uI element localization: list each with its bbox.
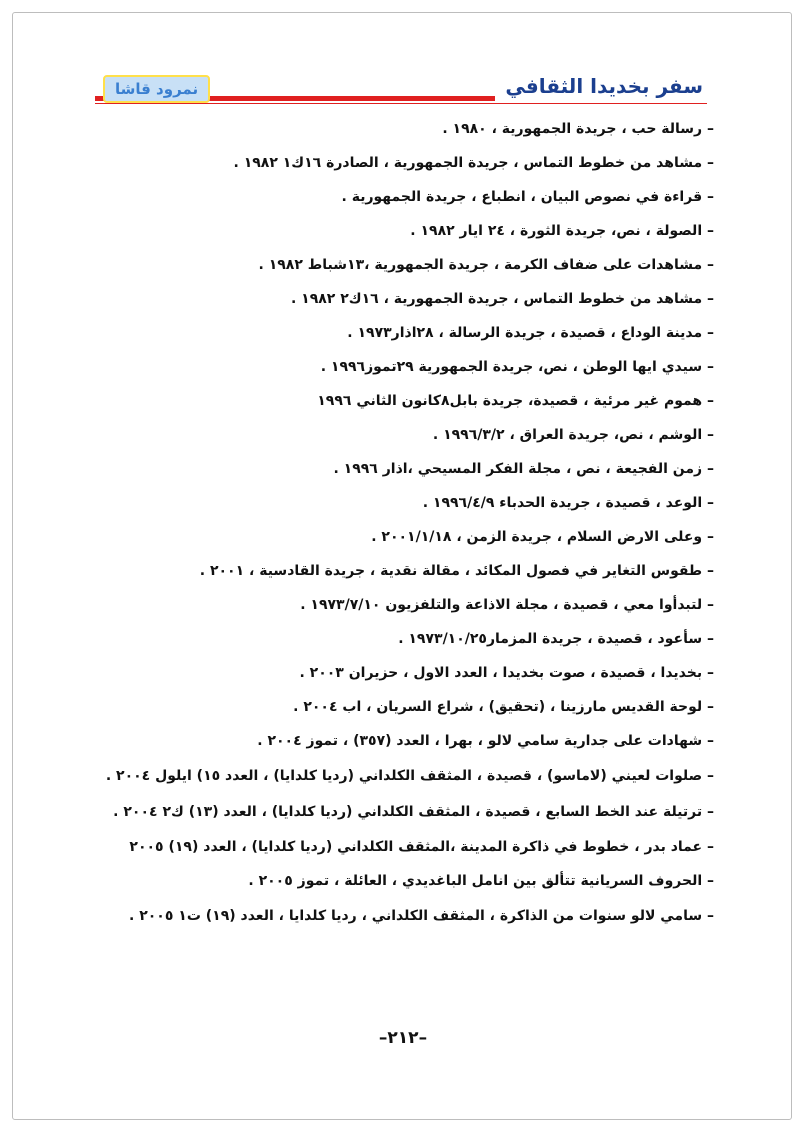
book-title: سفر بخديدا الثقافي xyxy=(495,70,707,102)
bibliography-list xyxy=(60,112,714,934)
list-item: – رسالة حب ، جريدة الجمهورية ، ١٩٨٠ . xyxy=(442,121,714,137)
list-item: – وعلى الارض السلام ، جريدة الزمن ، ٢٠٠١/١/١٨ . xyxy=(371,529,714,545)
list-item: – الوشم ، نص، جريدة العراق ، ١٩٩٦/٣/٢ . xyxy=(432,427,714,443)
list-item: – سامي لالو سنوات من الذاكرة ، المثقف الكلداني ، رديا كلدايا ، العدد (١٩) ت١ ٢٠٠٥ . xyxy=(129,908,714,924)
page-header xyxy=(95,70,707,110)
list-item: – سيدي ايها الوطن ، نص، جريدة الجمهورية ٢٩تموز١٩٩٦ . xyxy=(320,359,714,375)
list-item: – الحروف السريانية تتألق بين انامل الباغديدي ، العائلة ، تموز ٢٠٠٥ . xyxy=(248,873,714,889)
list-item: – بخديدا ، قصيدة ، صوت بخديدا ، العدد الاول ، حزيران ٢٠٠٣ . xyxy=(299,665,714,681)
list-item: – مشاهد من خطوط التماس ، جريدة الجمهورية ، ١٦ك٢ ١٩٨٢ . xyxy=(290,291,714,307)
list-item: – قراءة في نصوص البيان ، انطباع ، جريدة الجمهورية . xyxy=(341,189,714,205)
list-item: – صلوات لعيني (لاماسو) ، قصيدة ، المثقف الكلداني (رديا كلدايا) ، العدد ١٥) ايلول ٢٠٠٤ . xyxy=(105,768,714,784)
list-item: – لوحة القديس مارزينا ، (تحقيق) ، شراع السريان ، اب ٢٠٠٤ . xyxy=(293,699,714,715)
list-item: – شهادات على جدارية سامي لالو ، بهرا ، العدد (٣٥٧) ، تموز ٢٠٠٤ . xyxy=(257,733,714,749)
list-item: – الوعد ، قصيدة ، جريدة الحدباء ١٩٩٦/٤/٩ . xyxy=(422,495,714,511)
list-item: – مشاهدات على ضفاف الكرمة ، جريدة الجمهورية ،١٣شباط ١٩٨٢ . xyxy=(258,257,714,273)
author-badge: نمرود قاشا xyxy=(103,75,210,103)
list-item: – الصولة ، نص، جريدة الثورة ، ٢٤ ايار ١٩٨٢ . xyxy=(410,223,714,239)
list-item: – زمن الفجيعة ، نص ، مجلة الفكر المسيحي ،اذار ١٩٩٦ . xyxy=(333,461,714,477)
list-item: – مشاهد من خطوط التماس ، جريدة الجمهورية ، الصادرة ١٦ك١ ١٩٨٢ . xyxy=(233,155,714,171)
list-item: – هموم غير مرئية ، قصيدة، جريدة بابل٨كانون الثاني ١٩٩٦ xyxy=(317,393,714,409)
header-rule-thin xyxy=(95,103,707,104)
list-item: – ترتيلة عند الخط السابع ، قصيدة ، المثقف الكلداني (رديا كلدايا) ، العدد (١٣) ك٢ ٢٠٠٤ . xyxy=(113,804,714,820)
list-item: – سأعود ، قصيدة ، جريدة المزمار١٩٧٣/١٠/٢٥ . xyxy=(398,631,714,647)
list-item: – لتبدأوا معي ، قصيدة ، مجلة الاذاعة والتلفزيون ١٩٧٣/٧/١٠ . xyxy=(300,597,714,613)
list-item: – طقوس التغاير في فصول المكائد ، مقالة نقدية ، جريدة القادسية ، ٢٠٠١ . xyxy=(199,563,714,579)
page-number: –٢١٢– xyxy=(378,1028,428,1048)
list-item: – عماد بدر ، خطوط في ذاكرة المدينة ،المثقف الكلداني (رديا كلدايا) ، العدد (١٩) ٢٠٠٥ xyxy=(129,839,714,855)
list-item: – مدينة الوداع ، قصيدة ، جريدة الرسالة ، ٢٨اذار١٩٧٣ . xyxy=(347,325,714,341)
